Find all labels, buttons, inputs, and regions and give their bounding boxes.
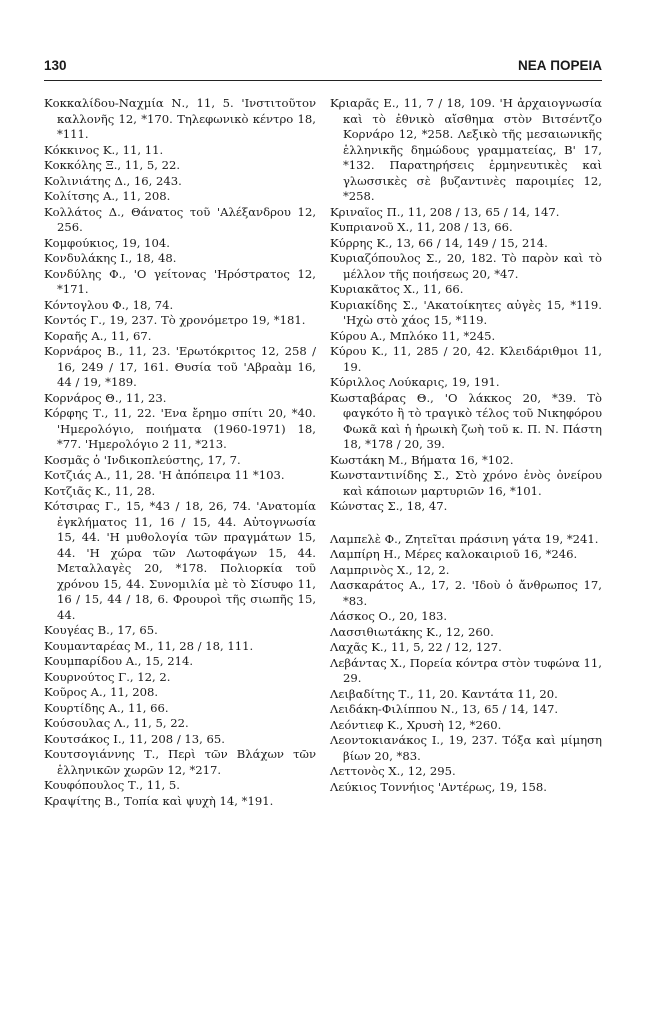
index-entry: Κουμπαρίδου Α., 15, 214. bbox=[44, 654, 194, 668]
index-entry: Κορνάρος Θ., 11, 23. bbox=[44, 390, 167, 405]
index-entry: Κορνάρος Β., 11, 23. 'Ερωτόκριτος 12, 258 / 16, 249 / 17, 161. Θυσία τοῦ 'Αβραὰμ 16, 44 / 19, *189. bbox=[44, 344, 316, 389]
index-entry: Κοραῆς Α., 11, 67. bbox=[44, 328, 152, 343]
index-entry: Λεοντοκιανάκος Ι., 19, 237. Τόξα καὶ μίμηση βίων 20, *83. bbox=[330, 733, 602, 763]
index-entry: Κοντός Γ., 19, 237. Τὸ χρονόμετρο 19, *181. bbox=[44, 313, 306, 327]
index-entry: Κούσουλας Λ., 11, 5, 22. bbox=[44, 716, 189, 730]
index-entry: Λασσιθιωτάκης Κ., 12, 260. bbox=[330, 624, 494, 639]
index-entry: Κονδύλης Φ., 'Ο γείτονας 'Ηρόστρατος 12, *171. bbox=[44, 266, 316, 296]
index-entry: Κουγέας Β., 17, 65. bbox=[44, 623, 158, 637]
index-entry: Κωσταβάρας Θ., 'Ο λάκκος 20, *39. Τὸ φαγκότο ἢ τὸ τραγικὸ τέλος τοῦ Νικηφόρου Φωκᾶ καὶ ἡ ἡρωικὴ ζωὴ τοῦ κ. Π. Ν. Πάστη 18, *178 / 20, 39. bbox=[330, 390, 602, 451]
running-title: ΝΕΑ ΠΟΡΕΙΑ bbox=[517, 58, 602, 73]
index-entry: Κόντογλου Φ., 18, 74. bbox=[44, 297, 174, 312]
index-entry: Κυριακίδης Σ., 'Ακατοίκητες αὐγὲς 15, *119. 'Ηχὼ στὸ χάος 15, *119. bbox=[330, 297, 602, 327]
index-entry: Κύρου Κ., 11, 285 / 20, 42. Κλειδάριθμοι 11, 19. bbox=[330, 344, 602, 374]
index-entry: Λασκαράτος Α., 17, 2. 'Ιδοὺ ὁ ἄνθρωπος 17, *83. bbox=[330, 578, 602, 608]
index-entry: Λαμπρινὸς Χ., 12, 2. bbox=[330, 562, 450, 577]
index-entry: Κοκκαλίδου-Ναχμία Ν., 11, 5. 'Ινστιτοῦτον καλλονῆς 12, *170. Τηλεφωνικὸ κέντρο 18, *111. bbox=[44, 96, 316, 141]
index-entry: Λαχᾶς Κ., 11, 5, 22 / 12, 127. bbox=[330, 640, 502, 654]
index-entry: Κυριαζόπουλος Σ., 20, 182. Τὸ παρὸν καὶ τὸ μέλλον τῆς ποιήσεως 20, *47. bbox=[330, 251, 602, 281]
index-entry: Κοκκόλης Ξ., 11, 5, 22. bbox=[44, 158, 181, 172]
index-entry: Κολινιάτης Δ., 16, 243. bbox=[44, 173, 182, 188]
index-entry: Κύριλλος Λούκαρις, 19, 191. bbox=[330, 375, 500, 389]
index-entry: Κουφόπουλος Τ., 11, 5. bbox=[44, 778, 180, 792]
index-entry: Κότσιρας Γ., 15, *43 / 18, 26, 74. 'Ανατομία ἐγκλήματος 11, 16 / 15, 44. Αὐτογνωσία 15, 44. 'Η μυθολογία τῶν πραγμάτων 15, 44. 'Η χώρα τῶν Λωτοφάγων 15, 44. Μεταλλαγὲς 20, *178. Πολιορκία τοῦ χρόνου 15, 44. Συνομιλία μὲ τὸ Σίσυφο 11, 16 / 15, 44 / 18, 6. Φρουροὶ τῆς σιωπῆς 15, 44. bbox=[44, 499, 316, 622]
index-entry: Λεβάντας Χ., Πορεία κόντρα στὸν τυφώνα 11, 29. bbox=[330, 655, 602, 685]
index-entry: Κραψίτης Β., Τοπία καὶ ψυχὴ 14, *191. bbox=[44, 793, 274, 808]
index-entry: Λαμπίρη Η., Μέρες καλοκαιριοῦ 16, *246. bbox=[330, 547, 578, 561]
index-entry: Κουμανταρέας Μ., 11, 28 / 18, 111. bbox=[44, 638, 254, 653]
index-entry: Κωστάκη Μ., Βήματα 16, *102. bbox=[330, 452, 514, 467]
index-entry: Κουρτίδης Α., 11, 66. bbox=[44, 700, 169, 715]
index-entry: Κοτζιᾶς Κ., 11, 28. bbox=[44, 483, 156, 498]
index-entry: Λεύκιος Τοννήιος 'Αντέρως, 19, 158. bbox=[330, 779, 547, 794]
index-entry: Κυπριανοῦ Χ., 11, 208 / 13, 66. bbox=[330, 220, 513, 234]
index-entry: Κριναῖος Π., 11, 208 / 13, 65 / 14, 147. bbox=[330, 204, 560, 219]
letter-section-gap bbox=[330, 515, 602, 532]
index-column-left bbox=[44, 96, 316, 809]
index-entry: Κουτσογιάννης Τ., Περὶ τῶν Βλάχων τῶν ἑλληνικῶν χωρῶν 12, *217. bbox=[44, 747, 316, 777]
index-entry: Κολλάτος Δ., Θάνατος τοῦ 'Αλέξανδρου 12, 256. bbox=[44, 204, 316, 234]
index-entry: Κυριακᾶτος Χ., 11, 66. bbox=[330, 282, 464, 296]
index-entry: Λειδάκη-Φιλίππου Ν., 13, 65 / 14, 147. bbox=[330, 702, 559, 716]
index-column-right bbox=[330, 96, 602, 795]
page-number: 130 bbox=[44, 58, 67, 73]
index-entry: Κουτσάκος Ι., 11, 208 / 13, 65. bbox=[44, 731, 225, 746]
index-entry: Κωνσταντινίδης Σ., Στὸ χρόνο ἑνὸς ὀνείρου καὶ κάποιων μαρτυριῶν 16, *101. bbox=[330, 468, 602, 498]
index-entry: Κοτζιάς Α., 11, 28. 'Η ἀπόπειρα 11 *103. bbox=[44, 468, 285, 482]
index-entry: Κύρου Α., Μπλόκο 11, *245. bbox=[330, 328, 496, 343]
index-entry: Κριαρᾶς Ε., 11, 7 / 18, 109. 'Η ἀρχαιογνωσία καὶ τὸ ἐθνικὸ αἴσθημα στὸν Βιτσέντζο Κορνάρο 12, *258. Λεξικὸ τῆς μεσαιωνικῆς ἑλληνικῆς δημώδους γραμματείας, Β' 17, *132. Παρατηρήσεις ἑρμηνευτικὲς καὶ γλωσσικὲς σὲ βυζαντινὲς παροιμίες 12, *258. bbox=[330, 96, 602, 203]
index-entry: Κόκκινος Κ., 11, 11. bbox=[44, 142, 164, 157]
index-entry: Κοσμᾶς ὁ 'Ινδικοπλεύστης, 17, 7. bbox=[44, 452, 241, 467]
index-entry: Λαμπελὲ Φ., Ζητεῖται πράσινη γάτα 19, *241. bbox=[330, 531, 599, 546]
header-rule bbox=[44, 80, 602, 81]
index-entry: Κόρφης Τ., 11, 22. 'Ενα ἔρημο σπίτι 20, *40. 'Ημερολόγιο, ποιήματα (1960-1971) 18, *77. 'Ημερολόγιο 2 11, *213. bbox=[44, 406, 316, 451]
page-header bbox=[44, 58, 602, 80]
index-entry: Λεττονὸς Χ., 12, 295. bbox=[330, 764, 456, 778]
index-entry: Κύρρης Κ., 13, 66 / 14, 149 / 15, 214. bbox=[330, 235, 548, 250]
index-entry: Κώνστας Σ., 18, 47. bbox=[330, 499, 448, 513]
index-entry: Κολίτσης Α., 11, 208. bbox=[44, 189, 171, 203]
index-entry: Λεόντιεφ Κ., Χρυσὴ 12, *260. bbox=[330, 717, 502, 732]
index-entry: Κοῦρος Α., 11, 208. bbox=[44, 685, 159, 699]
index-entry: Λειβαδίτης Τ., 11, 20. Καντάτα 11, 20. bbox=[330, 686, 558, 701]
index-entry: Κονδυλάκης Ι., 18, 48. bbox=[44, 251, 177, 265]
index-entry: Λάσκος Ο., 20, 183. bbox=[330, 609, 448, 623]
index-entry: Κομφούκιος, 19, 104. bbox=[44, 235, 170, 250]
index-entry: Κουρνούτος Γ., 12, 2. bbox=[44, 669, 171, 684]
